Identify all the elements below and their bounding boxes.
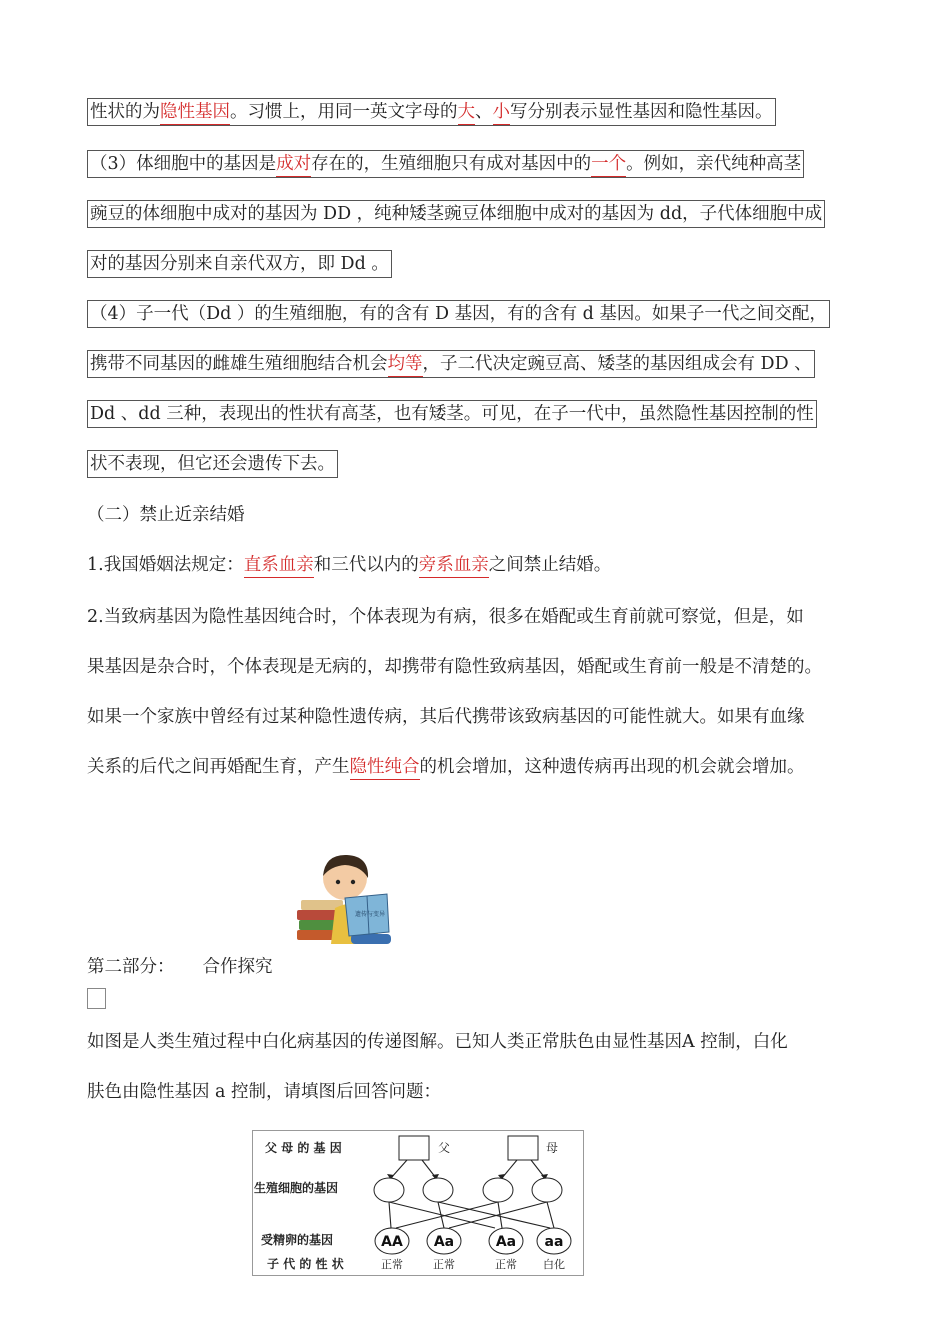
answer-blank: 直系血亲: [244, 555, 314, 578]
answer-blank: 隐性纯合: [350, 757, 420, 780]
paragraph-line: 肤色由隐性基因 a 控制，请填图后回答问题：: [87, 1082, 442, 1102]
gamete-father-1[interactable]: [374, 1178, 404, 1202]
paragraph-line: 如果一个家族中曾经有过某种隐性遗传病，其后代携带该致病基因的可能性就大。如果有血缘: [87, 707, 805, 727]
father-label: 父: [438, 1141, 451, 1155]
paragraph-line: 如图是人类生殖过程中白化病基因的传递图解。已知人类正常肤色由显性基因A 控制，白化: [87, 1032, 788, 1052]
mother-label: 母: [546, 1141, 559, 1155]
row-label-trait: 子 代 的 性 状: [267, 1257, 344, 1271]
answer-blank: 小: [493, 102, 511, 125]
paragraph-line: 2.当致病基因为隐性基因纯合时，个体表现为有病，很多在婚配或生育前就可察觉，但是，如: [87, 607, 804, 627]
offspring-trait: 正常: [381, 1258, 403, 1271]
gamete-mother-1[interactable]: [483, 1178, 513, 1202]
zygote-genotype: Aa: [495, 1234, 517, 1250]
paragraph-line: 豌豆的体细胞中成对的基因为 DD ，纯种矮茎豌豆体细胞中成对的基因为 dd，子代体细胞中成: [87, 200, 825, 228]
zygote-genotype: Aa: [433, 1234, 455, 1250]
paragraph-line: （3）体细胞中的基因是成对存在的，生殖细胞只有成对基因中的一个。例如，亲代纯种高茎: [87, 150, 804, 178]
answer-blank: 大: [458, 102, 476, 125]
answer-blank: 一个: [591, 154, 626, 177]
offspring-trait: 白化: [543, 1258, 565, 1271]
answer-blank: 均等: [388, 354, 423, 377]
father-genotype-box[interactable]: [399, 1136, 429, 1160]
paragraph-line: 对的基因分别来自亲代双方，即 Dd 。: [87, 250, 392, 278]
paragraph-line: 果基因是杂合时，个体表现是无病的，却携带有隐性致病基因，婚配或生育前一般是不清楚的。: [87, 657, 822, 677]
reading-child-illustration: [295, 848, 395, 948]
checkbox[interactable]: [87, 988, 106, 1009]
subsection-heading: （二）禁止近亲结婚: [87, 505, 245, 525]
answer-blank: 旁系血亲: [419, 555, 489, 578]
mother-genotype-box[interactable]: [508, 1136, 538, 1160]
paragraph-line: 性状的为隐性基因。习惯上，用同一英文字母的大、小写分别表示显性基因和隐性基因。: [87, 98, 776, 126]
answer-blank: 隐性基因: [160, 102, 230, 125]
paragraph-line: （4）子一代（Dd ）的生殖细胞，有的含有 D 基因，有的含有 d 基因。如果子一代之间交配，: [87, 300, 830, 328]
row-label-zygote: 受精卵的基因: [261, 1233, 334, 1247]
zygote-genotype: AA: [381, 1234, 403, 1250]
answer-blank: 成对: [276, 154, 311, 177]
gamete-mother-2[interactable]: [532, 1178, 562, 1202]
part-heading: 第二部分： 合作探究: [87, 957, 273, 977]
zygote-genotype: aa: [544, 1234, 564, 1250]
offspring-trait: 正常: [433, 1258, 455, 1271]
paragraph-line: 1.我国婚姻法规定：直系血亲和三代以内的旁系血亲之间禁止结婚。: [87, 553, 611, 577]
gamete-father-2[interactable]: [423, 1178, 453, 1202]
paragraph-line: 状不表现，但它还会遗传下去。: [87, 450, 338, 478]
paragraph-line: 携带不同基因的雌雄生殖细胞结合机会均等，子二代决定豌豆高、矮茎的基因组成会有 DD 、: [87, 350, 815, 378]
book-cover-text: 遗传与变异: [355, 911, 386, 918]
paragraph-line: Dd 、dd 三种，表现出的性状有高茎，也有矮茎。可见，在子一代中，虽然隐性基因控制的性: [87, 400, 817, 428]
paragraph-line: 关系的后代之间再婚配生育，产生隐性纯合的机会增加，这种遗传病再出现的机会就会增加。: [87, 755, 805, 779]
offspring-trait: 正常: [495, 1258, 517, 1271]
row-label-gamete: 生殖细胞的基因: [254, 1181, 339, 1195]
row-label-parent: 父 母 的 基 因: [265, 1141, 342, 1155]
inheritance-diagram: [252, 1130, 584, 1276]
